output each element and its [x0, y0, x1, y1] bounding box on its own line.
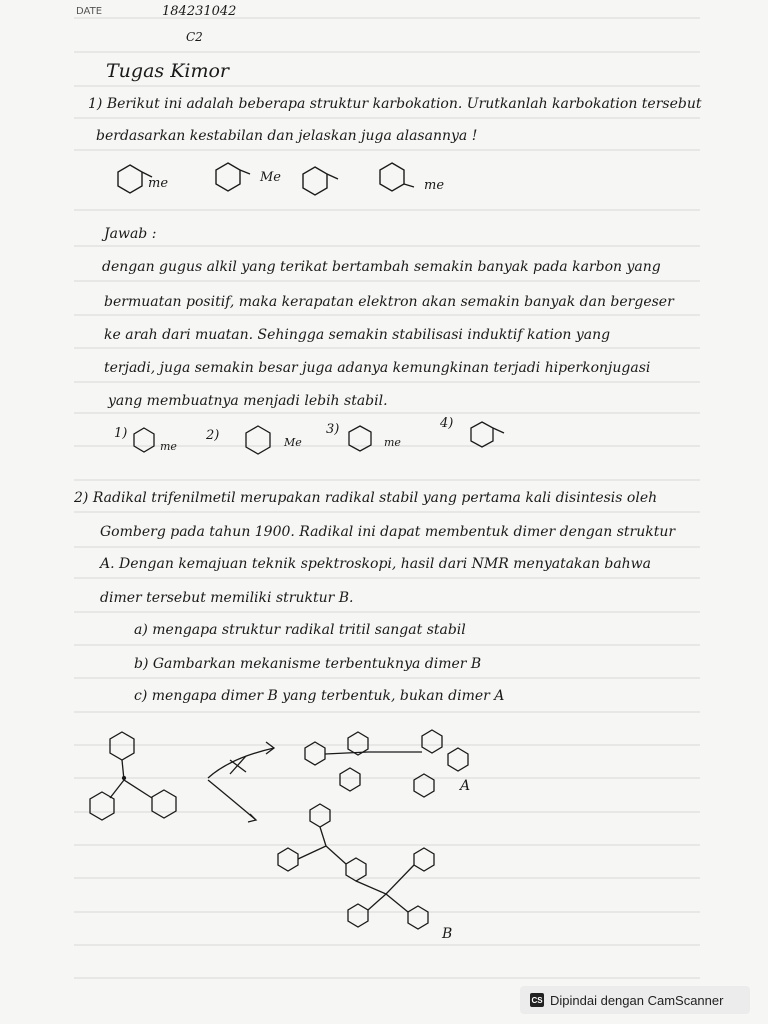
- answer-line-3: ke arah dari muatan. Sehingga semakin stabilisasi induktif kation yang: [104, 327, 611, 343]
- q2-prompt-line-3: A. Dengan kemajuan teknik spektroskopi, hasil dari NMR menyatakan bahwa: [100, 556, 652, 572]
- dimer-a-label: A: [460, 778, 471, 794]
- order-label-2: 2): [206, 428, 220, 443]
- camscanner-logo-icon: CS: [530, 993, 544, 1007]
- structure-label-me-4: me: [424, 178, 445, 193]
- q2-sub-question-a: a) mengapa struktur radikal tritil sangat stabil: [134, 622, 466, 638]
- answer-label: Jawab :: [104, 226, 157, 242]
- order-label-4: 4): [440, 416, 454, 431]
- class-code: C2: [186, 30, 203, 44]
- q1-prompt-line-1: 1) Berikut ini adalah beberapa struktur karbokation. Urutkanlah karbokation tersebut: [88, 96, 702, 112]
- student-id: 184231042: [162, 4, 237, 19]
- q2-sub-question-c: c) mengapa dimer B yang terbentuk, bukan dimer A: [134, 688, 505, 704]
- q1-prompt-line-2: berdasarkan kestabilan dan jelaskan juga alasannya !: [96, 128, 478, 144]
- dimer-b-label: B: [442, 926, 453, 942]
- trityl-dimer-diagram: [80, 718, 500, 948]
- structure-label-me-2: Me: [260, 170, 282, 185]
- order-label-3: 3): [326, 422, 340, 437]
- q2-sub-question-b: b) Gambarkan mekanisme terbentuknya dimer B: [134, 656, 482, 672]
- order-sub-label-3: me: [384, 436, 401, 449]
- order-label-1: 1): [114, 426, 128, 441]
- q2-prompt-line-2: Gomberg pada tahun 1900. Radikal ini dapat membentuk dimer dengan struktur: [100, 524, 676, 540]
- date-label: DATE: [76, 6, 103, 17]
- answer-line-2: bermuatan positif, maka kerapatan elektron akan semakin banyak dan bergeser: [104, 294, 674, 310]
- camscanner-watermark: [520, 986, 750, 1014]
- q2-prompt-line-4: dimer tersebut memiliki struktur B.: [100, 590, 354, 606]
- camscanner-text: Dipindai dengan CamScanner: [550, 992, 724, 1008]
- answer-line-1: dengan gugus alkil yang terikat bertambah semakin banyak pada karbon yang: [102, 259, 661, 275]
- answer-line-5: yang membuatnya menjadi lebih stabil.: [108, 393, 388, 409]
- answer-line-4: terjadi, juga semakin besar juga adanya kemungkinan terjadi hiperkonjugasi: [104, 360, 651, 376]
- page-title: Tugas Kimor: [106, 60, 229, 82]
- structure-label-me: me: [148, 176, 169, 191]
- q2-prompt-line-1: 2) Radikal trifenilmetil merupakan radikal stabil yang pertama kali disintesis oleh: [74, 490, 658, 506]
- order-sub-label-1: me: [160, 440, 177, 453]
- order-sub-label-2: Me: [284, 436, 302, 449]
